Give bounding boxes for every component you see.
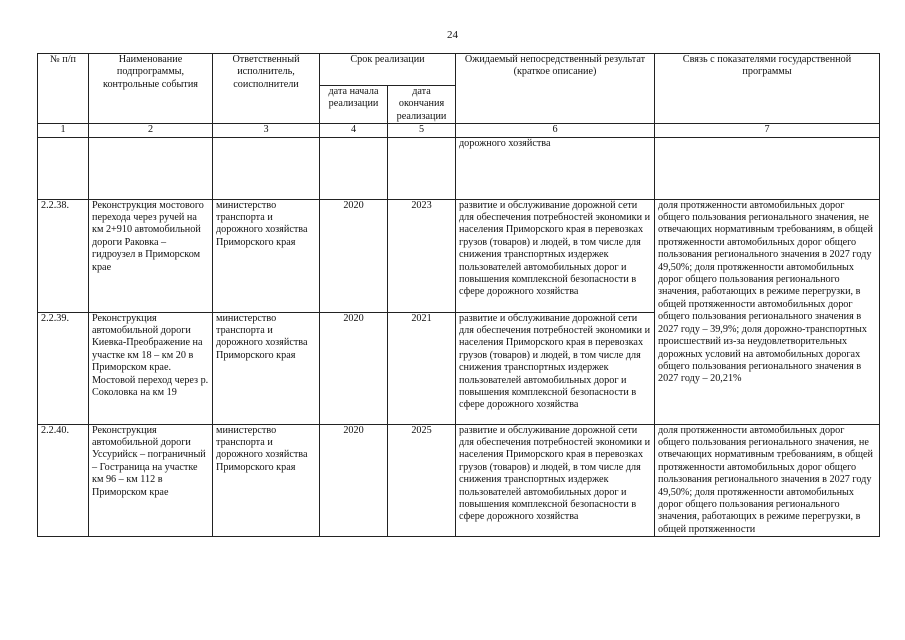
row-name: Реконструкция автомобильной дороги Уссурийск – пограничный – Гостраница на участке км 96 – км 112 в Приморском крае — [89, 424, 213, 537]
cell-empty — [655, 137, 880, 199]
column-index: 5 — [388, 124, 456, 137]
header-num: № п/п — [38, 54, 89, 124]
row-number: 2.2.40. — [38, 424, 89, 537]
column-index: 3 — [213, 124, 320, 137]
cell-empty — [89, 137, 213, 199]
table-row — [38, 424, 880, 537]
row-start: 2020 — [320, 312, 388, 424]
header-end: дата окончания реализации — [388, 86, 456, 124]
header-executor: Ответственный исполнитель, соисполнители — [213, 54, 320, 124]
header-row — [38, 54, 880, 86]
continuation-result: дорожного хозяйства — [456, 137, 655, 199]
row-result: развитие и обслуживание дорожной сети для обеспечения потребностей экономики и населения Приморского края в перевозках грузов (товаров) и людей, в том числе для снижения транспортных издержек пользователей автомобильных дорог и повышения комплексной безопасности в сфере дорожного хозяйства — [456, 312, 655, 424]
row-executor: министерство транспорта и дорожного хозяйства Приморского края — [213, 312, 320, 424]
row-number: 2.2.38. — [38, 199, 89, 312]
column-index: 1 — [38, 124, 89, 137]
row-number: 2.2.39. — [38, 312, 89, 424]
row-start: 2020 — [320, 199, 388, 312]
row-end: 2023 — [388, 199, 456, 312]
table-row — [38, 199, 880, 312]
cell-empty — [320, 137, 388, 199]
row-executor: министерство транспорта и дорожного хозяйства Приморского края — [213, 424, 320, 537]
row-name: Реконструкция мостового перехода через ручей на км 2+910 автомобильной дороги Раковка – гидроузел в Приморском крае — [89, 199, 213, 312]
row-name: Реконструкция автомобильной дороги Киевка-Преображение на участке км 18 – км 20 в Приморском крае. Мостовой переход через р. Соколовка на км 19 — [89, 312, 213, 424]
column-index: 7 — [655, 124, 880, 137]
row-link-merged: доля протяженности автомобильных дорог общего пользования регионального значения, не отвечающих нормативным требованиям, в общей протяженности автомобильных дорог общего пользования регионального значения в 2027 году 49,50%; доля протяженности автомобильных дорог общего пользования регионального значения, работающих в режиме перегрузки, в общей протяженности автомобильных дорог общего пользования регионального значения в 2027 году – 39,9%; доля дорожно-транспортных происшествий из-за неудовлетворительных дорожных условий на автомобильных дорогах общего пользования регионального значения в 2027 году – 20,21% — [655, 199, 880, 424]
header-term: Срок реализации — [320, 54, 456, 86]
continuation-row — [38, 137, 880, 199]
row-executor: министерство транспорта и дорожного хозяйства Приморского края — [213, 199, 320, 312]
row-result: развитие и обслуживание дорожной сети для обеспечения потребностей экономики и населения Приморского края в перевозках грузов (товаров) и людей, в том числе для снижения транспортных издержек пользователей автомобильных дорог и повышения комплексной безопасности в сфере дорожного хозяйства — [456, 424, 655, 537]
header-start: дата начала реализации — [320, 86, 388, 124]
row-end: 2025 — [388, 424, 456, 537]
cell-empty — [38, 137, 89, 199]
page-number: 24 — [447, 29, 458, 41]
header-name: Наименование подпрограммы, контрольные события — [89, 54, 213, 124]
cell-empty — [388, 137, 456, 199]
program-events-table — [37, 53, 880, 537]
column-index: 2 — [89, 124, 213, 137]
header-link: Связь с показателями государственной программы — [655, 54, 880, 124]
column-index-row — [38, 124, 880, 137]
header-result: Ожидаемый непосредственный результат (краткое описание) — [456, 54, 655, 124]
column-index: 4 — [320, 124, 388, 137]
row-start: 2020 — [320, 424, 388, 537]
row-end: 2021 — [388, 312, 456, 424]
cell-empty — [213, 137, 320, 199]
row-link: доля протяженности автомобильных дорог общего пользования регионального значения, не отвечающих нормативным требованиям, в общей протяженности автомобильных дорог общего пользования регионального значения в 2027 году 49,50%; доля протяженности автомобильных дорог общего пользования регионального значения, работающих в режиме перегрузки, в общей протяженности — [655, 424, 880, 537]
column-index: 6 — [456, 124, 655, 137]
row-result: развитие и обслуживание дорожной сети для обеспечения потребностей экономики и населения Приморского края в перевозках грузов (товаров) и людей, в том числе для снижения транспортных издержек пользователей автомобильных дорог и повышения комплексной безопасности в сфере дорожного хозяйства — [456, 199, 655, 312]
